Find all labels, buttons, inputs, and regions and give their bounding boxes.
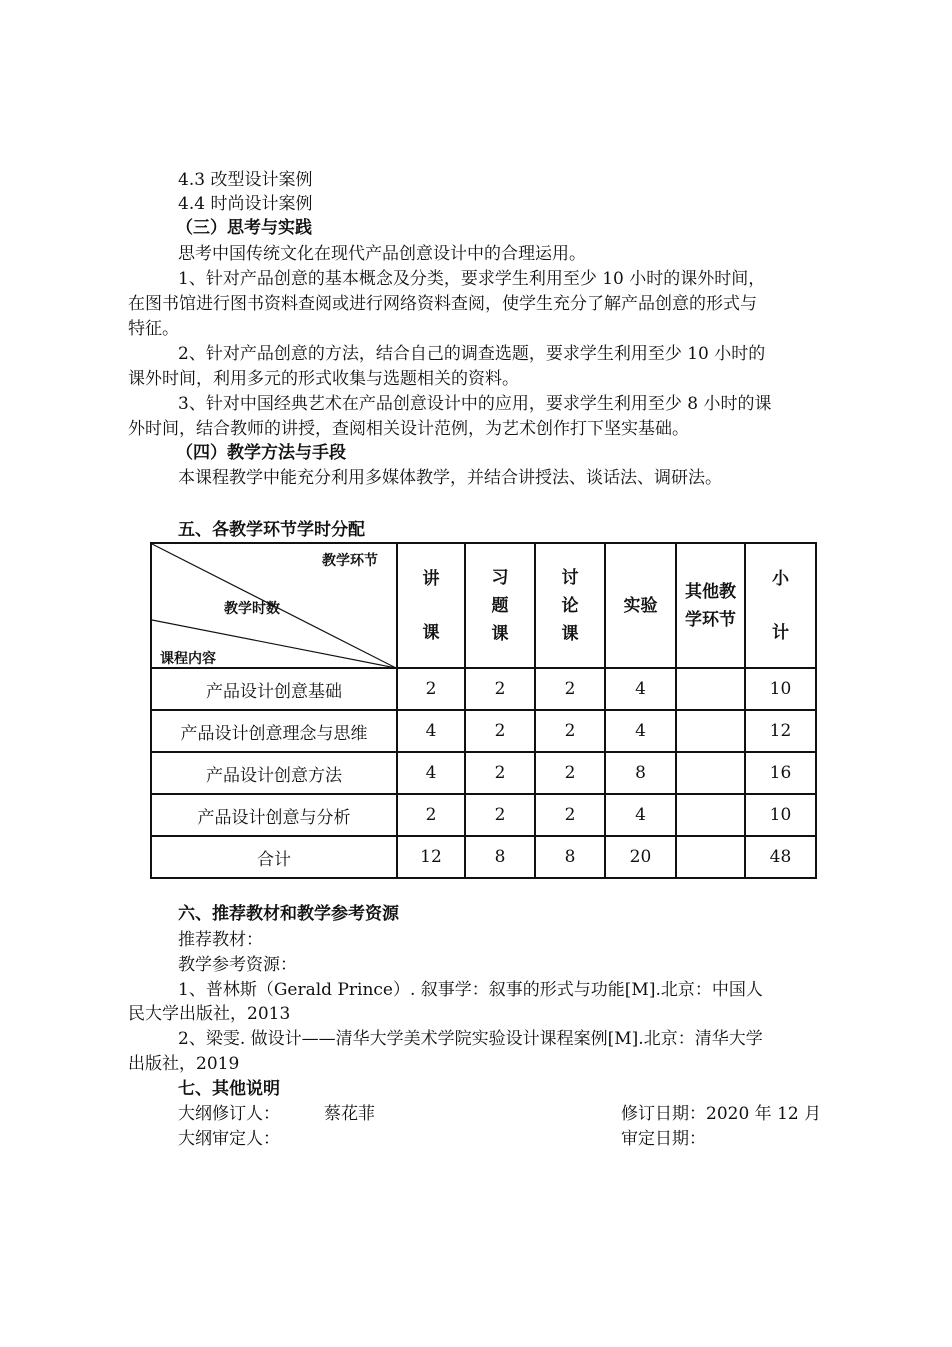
row-exercise: 2 — [465, 668, 535, 710]
diag-label-bottom: 课程内容 — [160, 651, 216, 667]
outline-item-4-4: 4.4 时尚设计案例 — [178, 194, 313, 214]
header-subtotal-char2: 计 — [772, 622, 789, 643]
header-lecture — [397, 543, 465, 668]
row-lab: 4 — [605, 668, 676, 710]
row-lab: 4 — [605, 710, 676, 752]
header-subtotal — [745, 543, 816, 668]
row-subtotal: 48 — [745, 836, 816, 878]
row-discuss: 8 — [535, 836, 605, 878]
section3-p1-line2: 在图书馆进行图书资料查阅或进行网络资料查阅，使学生充分了解产品创意的形式与 — [128, 294, 757, 314]
row-subtotal: 10 — [745, 794, 816, 836]
row-discuss: 2 — [535, 794, 605, 836]
row-subtotal: 12 — [745, 710, 816, 752]
section6-ref1-line2: 民大学出版社，2013 — [128, 1004, 291, 1024]
row-other — [676, 752, 745, 794]
row-lecture: 4 — [397, 710, 465, 752]
diag-label-top: 教学环节 — [322, 553, 378, 569]
row-course-name: 产品设计创意理念与思维 — [151, 710, 397, 752]
row-lab: 8 — [605, 752, 676, 794]
outline-item-4-3: 4.3 改型设计案例 — [178, 170, 313, 190]
row-course-name: 合计 — [151, 836, 397, 878]
table-row — [151, 668, 816, 710]
header-discuss — [535, 543, 605, 668]
hours-allocation-table — [150, 542, 817, 879]
reviser-label: 大纲修订人： — [178, 1104, 280, 1124]
row-lab: 4 — [605, 794, 676, 836]
row-course-name: 产品设计创意方法 — [151, 752, 397, 794]
header-exercise-char3: 课 — [491, 623, 509, 644]
row-exercise: 2 — [465, 752, 535, 794]
table-row — [151, 752, 816, 794]
diagonal-header-cell — [151, 543, 397, 668]
header-exercise-char2: 题 — [491, 595, 509, 616]
table-row — [151, 794, 816, 836]
table-header-row — [151, 543, 816, 668]
row-lecture: 12 — [397, 836, 465, 878]
table-row — [151, 710, 816, 752]
row-exercise: 8 — [465, 836, 535, 878]
section6-ref2-line2: 出版社，2019 — [128, 1054, 240, 1074]
row-lab: 20 — [605, 836, 676, 878]
section5-title: 五、各教学环节学时分配 — [178, 520, 365, 540]
section7-title: 七、其他说明 — [178, 1079, 280, 1099]
header-lab-label: 实验 — [623, 595, 658, 616]
section6-textbook: 推荐教材： — [178, 930, 263, 950]
header-exercise — [465, 543, 535, 668]
row-other — [676, 668, 745, 710]
row-discuss: 2 — [535, 668, 605, 710]
section3-p3-line1: 3、针对中国经典艺术在产品创意设计中的应用，要求学生利用至少 8 小时的课 — [178, 394, 772, 414]
approve-date: 审定日期： — [621, 1129, 706, 1149]
section4-body: 本课程教学中能充分利用多媒体教学，并结合讲授法、谈话法、调研法。 — [178, 468, 722, 488]
section6-ref1-line1: 1、普林斯（Gerald Prince）. 叙事学：叙事的形式与功能[M].北京：中国人 — [178, 980, 763, 1000]
section3-title: （三）思考与实践 — [176, 218, 312, 238]
row-course-name: 产品设计创意基础 — [151, 668, 397, 710]
table-total-row — [151, 836, 816, 878]
row-subtotal: 10 — [745, 668, 816, 710]
row-other — [676, 794, 745, 836]
header-other — [676, 543, 745, 668]
header-discuss-char1: 讨 — [561, 567, 579, 588]
row-subtotal: 16 — [745, 752, 816, 794]
row-other — [676, 836, 745, 878]
row-discuss: 2 — [535, 752, 605, 794]
row-lecture: 2 — [397, 668, 465, 710]
header-subtotal-char1: 小 — [772, 568, 789, 589]
header-lab — [605, 543, 676, 668]
row-lecture: 2 — [397, 794, 465, 836]
header-discuss-char3: 课 — [561, 623, 579, 644]
row-course-name: 产品设计创意与分析 — [151, 794, 397, 836]
section3-p2-line2: 课外时间，利用多元的形式收集与选题相关的资料。 — [128, 369, 519, 389]
section4-title: （四）教学方法与手段 — [176, 443, 346, 463]
section3-p3-line2: 外时间，结合教师的讲授，查阅相关设计范例，为艺术创作打下坚实基础。 — [128, 419, 689, 439]
section6-resources: 教学参考资源： — [178, 955, 297, 975]
header-other-line1: 其他教 — [685, 581, 736, 602]
header-discuss-char2: 论 — [561, 595, 579, 616]
row-discuss: 2 — [535, 710, 605, 752]
section3-p1-line1: 1、针对产品创意的基本概念及分类，要求学生利用至少 10 小时的课外时间， — [178, 269, 766, 289]
section3-intro: 思考中国传统文化在现代产品创意设计中的合理运用。 — [178, 244, 586, 264]
header-lecture-char1: 讲 — [422, 568, 440, 589]
row-other — [676, 710, 745, 752]
header-other-line2: 学环节 — [685, 609, 736, 630]
diag-label-mid: 教学时数 — [224, 601, 280, 617]
approver-label: 大纲审定人： — [178, 1129, 280, 1149]
row-lecture: 4 — [397, 752, 465, 794]
section6-title: 六、推荐教材和教学参考资源 — [178, 904, 399, 924]
row-exercise: 2 — [465, 710, 535, 752]
section3-p2-line1: 2、针对产品创意的方法，结合自己的调查选题，要求学生利用至少 10 小时的 — [178, 344, 766, 364]
row-exercise: 2 — [465, 794, 535, 836]
header-lecture-char2: 课 — [422, 622, 440, 643]
revise-date: 修订日期：2020 年 12 月 — [621, 1104, 822, 1124]
reviser-name: 蔡花菲 — [324, 1104, 375, 1124]
section6-ref2-line1: 2、梁雯. 做设计——清华大学美术学院实验设计课程案例[M].北京：清华大学 — [178, 1029, 763, 1049]
section3-p1-line3: 特征。 — [128, 319, 179, 339]
header-exercise-char1: 习 — [491, 567, 509, 588]
